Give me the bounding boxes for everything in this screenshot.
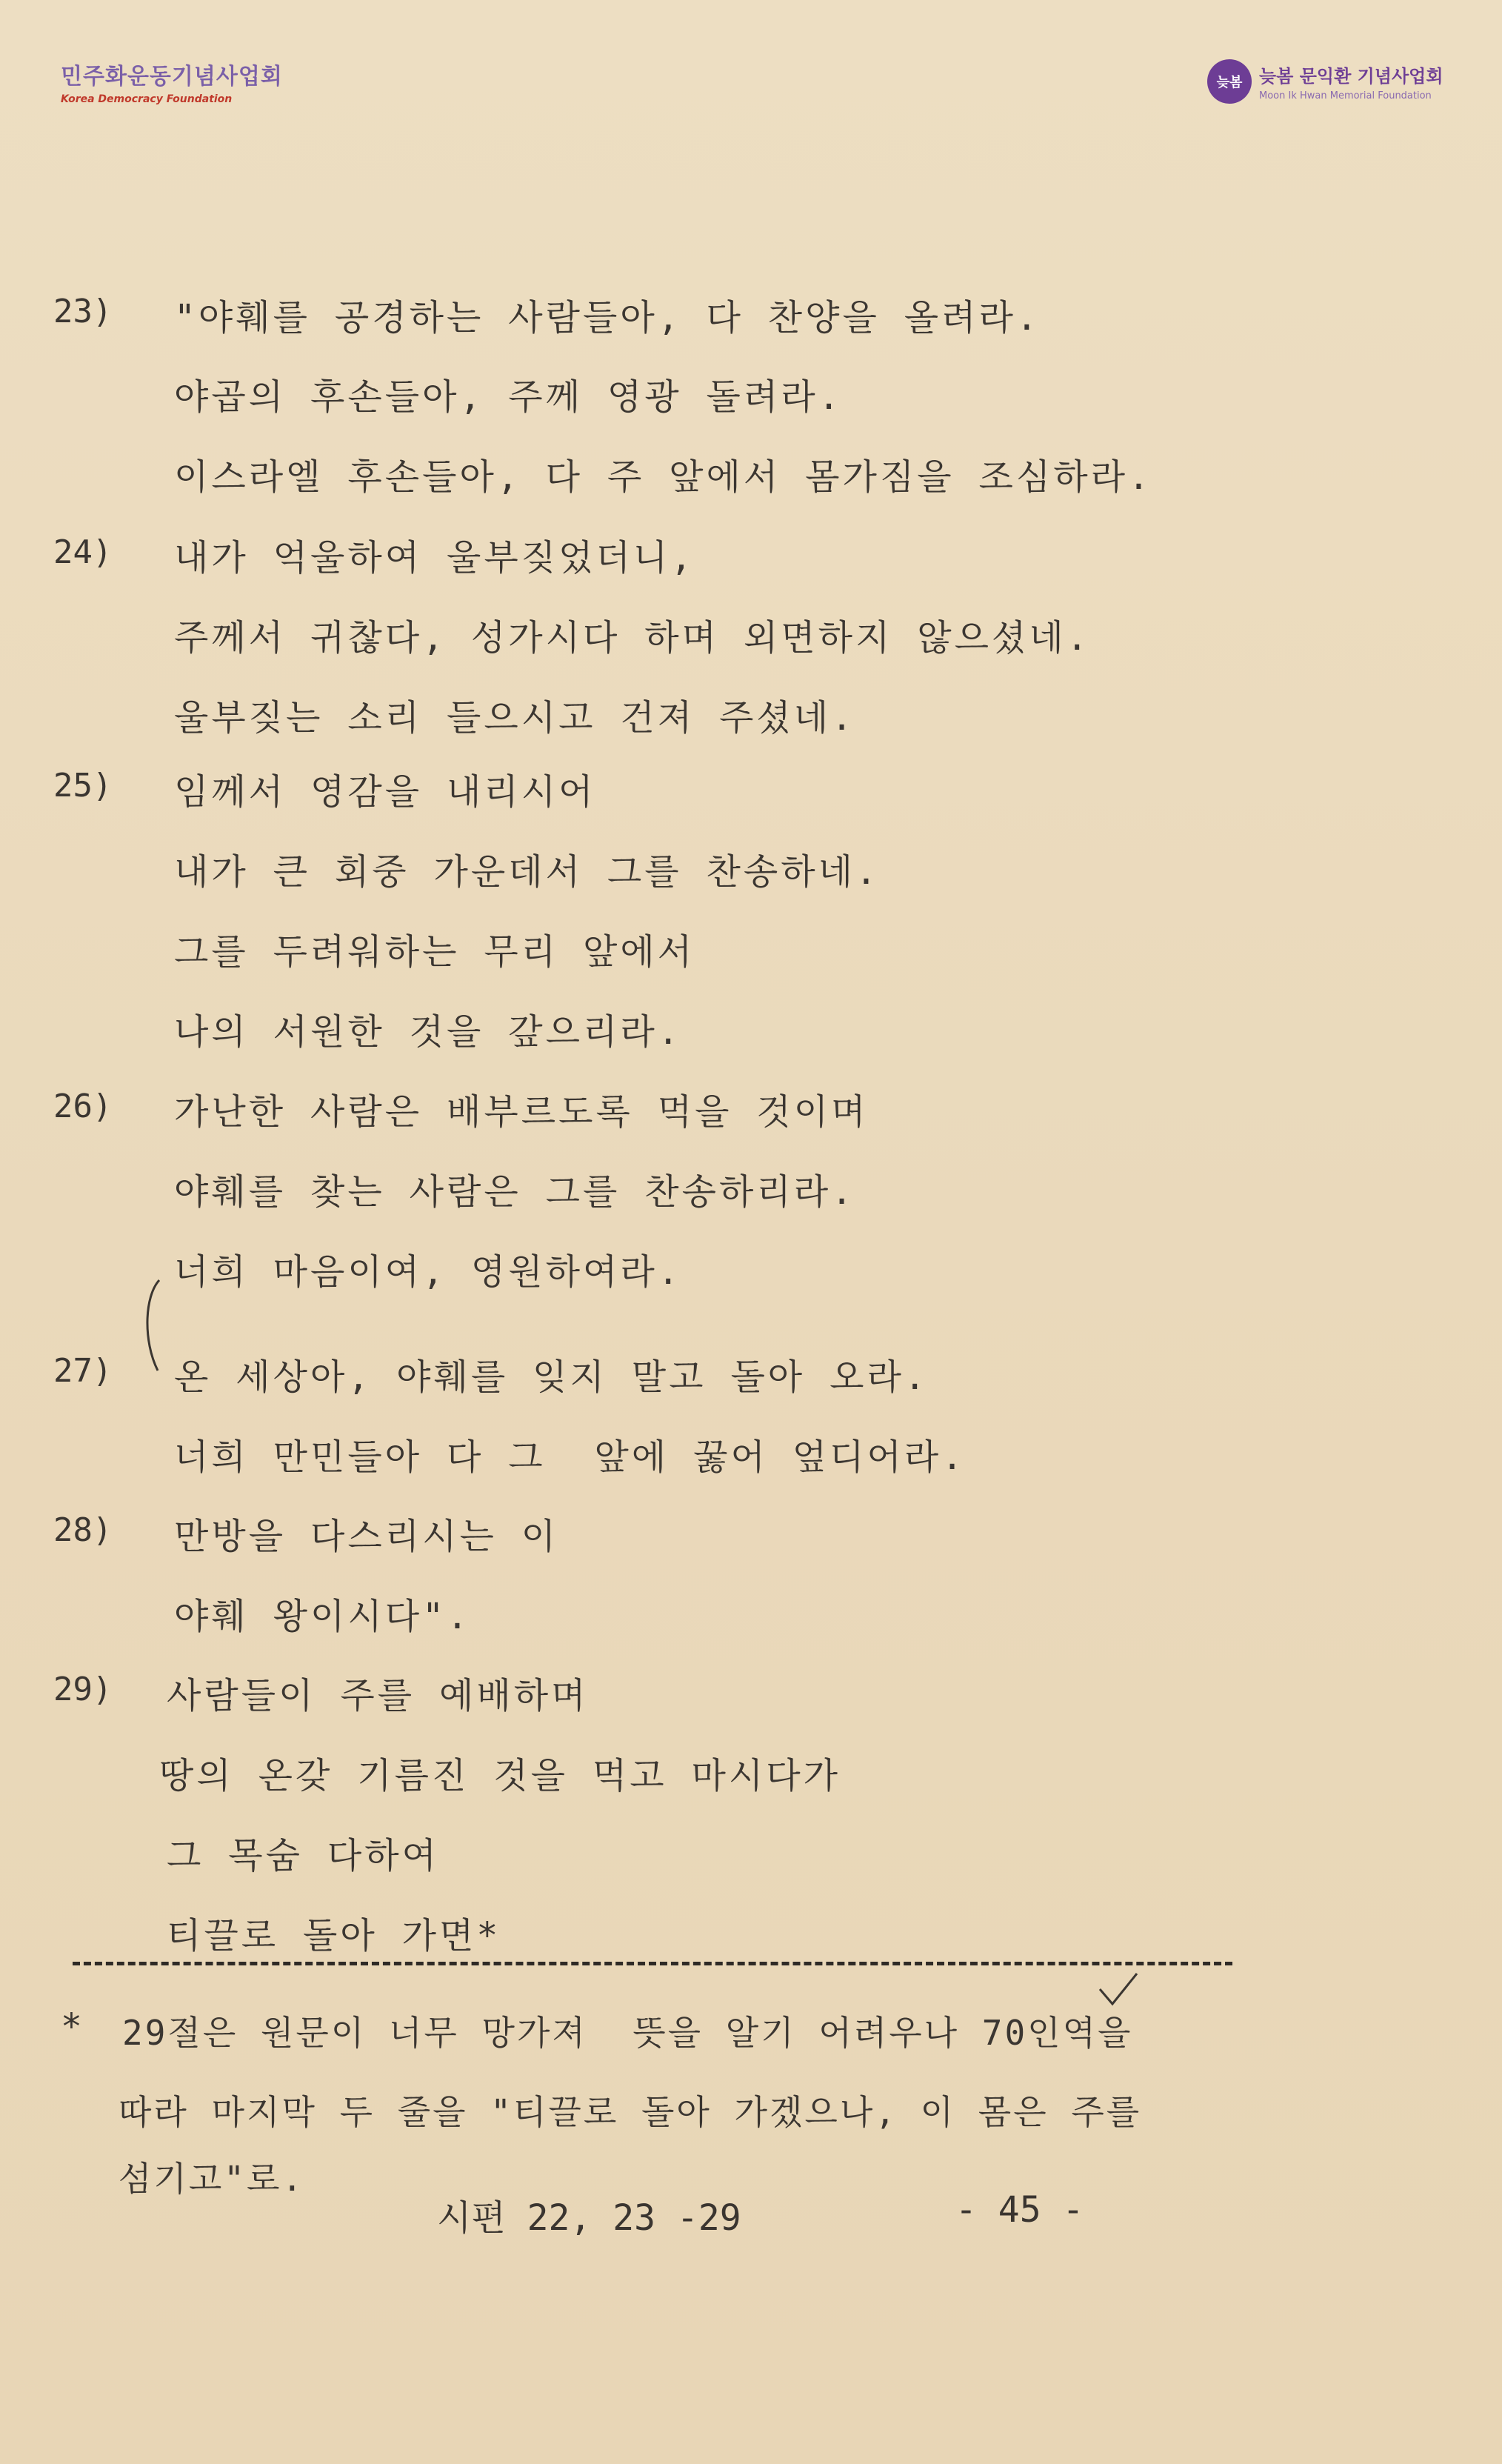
verse-line: 온 세상아, 야훼를 잊지 말고 돌아 오라. <box>174 1356 929 1398</box>
verse-line: 사람들이 주를 예배하며 <box>167 1675 589 1717</box>
verse-number: 26) <box>53 1088 113 1125</box>
verse-line: "야훼를 공경하는 사람들아, 다 찬양을 올려라. <box>174 297 1041 339</box>
verse-number: 27) <box>53 1352 113 1390</box>
moon-logo-english: Moon Ik Hwan Memorial Foundation <box>1259 90 1432 101</box>
verse-line: 울부짖는 소리 들으시고 건져 주셨네. <box>174 697 856 739</box>
verse-line: 나의 서원한 것을 갚으리라. <box>174 1011 682 1053</box>
verse-number: 29) <box>53 1671 113 1708</box>
footnote-line: 따라 마지막 두 줄을 "티끌로 돌아 가겠으나, 이 몸은 주를 <box>119 2092 1142 2132</box>
kdf-logo <box>61 58 283 105</box>
neutbom-seal-icon: 늦봄 <box>1207 59 1252 104</box>
kdf-logo-korean: 민주화운동기념사업회 <box>61 64 283 90</box>
footnote-line: 29절은 원문이 너무 망가져 뜻을 알기 어려우나 70인역을 <box>122 2013 1133 2053</box>
verse-line: 내가 억울하여 울부짖었더니, <box>174 537 695 579</box>
moon-logo-korean: 늦봄 문익환 기념사업회 <box>1259 66 1443 87</box>
checkmark-icon <box>1096 1971 1141 2008</box>
footnote-divider <box>73 1962 1232 1965</box>
moon-ik-hwan-logo <box>1207 59 1443 104</box>
verse-line: 너희 만민들아 다 그 앞에 꿇어 엎디어라. <box>174 1436 967 1478</box>
verse-line: 티끌로 돌아 가면* <box>167 1915 501 1957</box>
footnote-marker: * <box>61 2006 82 2048</box>
verse-line: 만방을 다스리시는 이 <box>174 1516 559 1557</box>
psalm-reference: 시편 22, 23 -29 <box>437 2197 741 2239</box>
verse-line: 땅의 온갖 기름진 것을 먹고 마시다가 <box>159 1755 841 1797</box>
verse-line: 너희 마음이여, 영원하여라. <box>174 1251 682 1293</box>
verse-line: 가난한 사람은 배부르도록 먹을 것이며 <box>174 1091 869 1133</box>
verse-number: 25) <box>53 767 113 805</box>
verse-line: 그를 두려워하는 무리 앞에서 <box>174 931 695 973</box>
kdf-logo-english: Korea Democracy Foundation <box>61 93 233 105</box>
verse-line: 야훼를 찾는 사람은 그를 찬송하리라. <box>174 1171 856 1213</box>
verse-line: 야훼 왕이시다". <box>174 1596 471 1637</box>
verse-line: 그 목숨 다하여 <box>167 1835 440 1877</box>
verse-number: 24) <box>53 533 113 571</box>
verse-line: 주께서 귀찮다, 성가시다 하며 외면하지 않으셨네. <box>174 617 1091 659</box>
verse-line: 임께서 영감을 내리시어 <box>174 771 596 813</box>
verse-number: 23) <box>53 293 113 330</box>
page-number: - 45 - <box>955 2189 1084 2231</box>
handwritten-bracket-mark <box>137 1274 167 1378</box>
verse-line: 내가 큰 회중 가운데서 그를 찬송하네. <box>174 851 880 893</box>
footnote-line: 섬기고"로. <box>119 2159 305 2199</box>
verse-line: 야곱의 후손들아, 주께 영광 돌려라. <box>174 376 843 418</box>
verse-line: 이스라엘 후손들아, 다 주 앞에서 몸가짐을 조심하라. <box>174 456 1152 498</box>
verse-number: 28) <box>53 1511 113 1549</box>
